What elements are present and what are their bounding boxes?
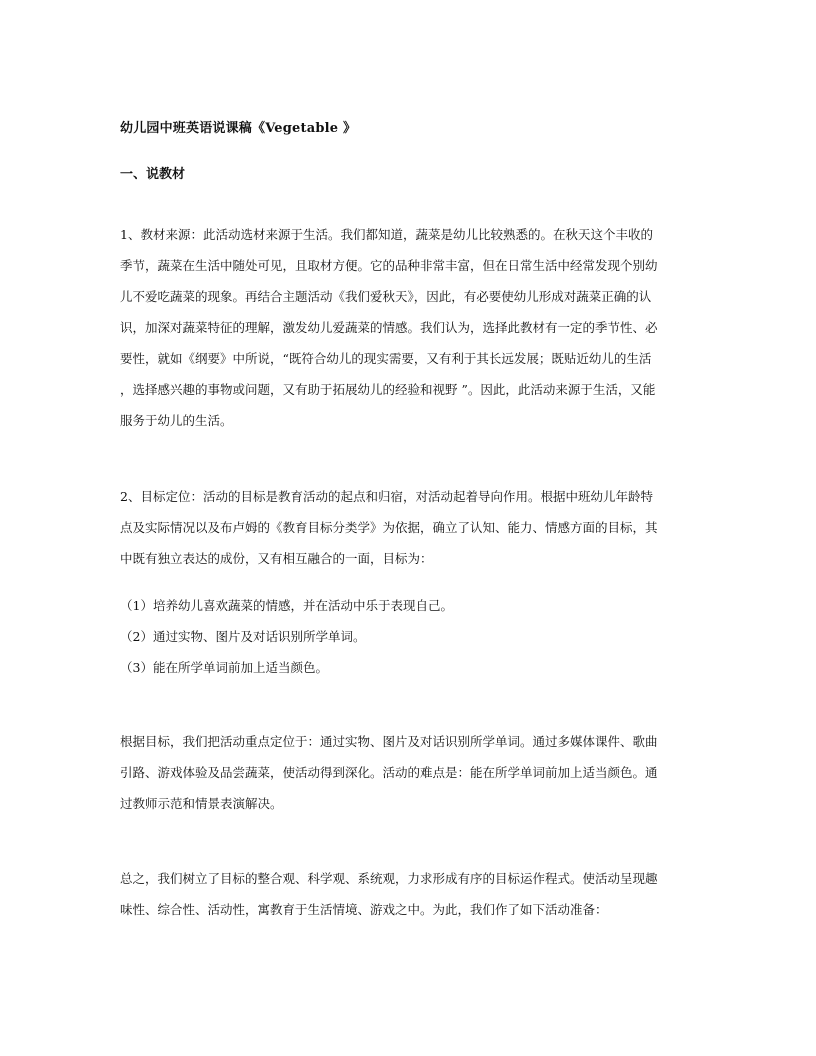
paragraph-line: 要性，就如《纲要》中所说，“既符合幼儿的现实需要，又有利于其长远发展；既贴近幼儿的生活 — [120, 351, 652, 366]
paragraph-line: 根据目标，我们把活动重点定位于：通过实物、图片及对话识别所学单词。通过多媒体课件、歌曲 — [120, 734, 658, 749]
paragraph-line: 引路、游戏体验及品尝蔬菜，使活动得到深化。活动的难点是：能在所学单词前加上适当颜色。通 — [120, 765, 658, 780]
paragraph-line: 中既有独立表达的成份，又有相互融合的一面，目标为： — [120, 551, 433, 566]
paragraph-goal-positioning — [120, 481, 686, 574]
goal-item: （3）能在所学单词前加上适当颜色。 — [120, 660, 328, 675]
paragraph-line: 点及实际情况以及布卢姆的《教育目标分类学》为依据，确立了认知、能力、情感方面的目标，其 — [120, 520, 658, 535]
paragraph-line: ，选择感兴趣的事物或问题，又有助于拓展幼儿的经验和视野 ”。因此，此活动来源于生活，又能 — [120, 382, 656, 397]
paragraph-line: 过教师示范和情景表演解决。 — [120, 796, 283, 811]
paragraph-line: 识，加深对蔬菜特征的理解，激发幼儿爱蔬菜的情感。我们认为，选择此教材有一定的季节性、必 — [120, 320, 658, 335]
paragraph-line: 2、目标定位：活动的目标是教育活动的起点和归宿，对活动起着导向作用。根据中班幼儿年龄特 — [120, 489, 653, 504]
paragraph-line: 1、教材来源：此活动选材来源于生活。我们都知道，蔬菜是幼儿比较熟悉的。在秋天这个丰收的 — [120, 227, 653, 242]
section-heading: 一、说教材 — [120, 167, 186, 182]
goal-list — [120, 590, 453, 683]
paragraph-line: 总之，我们树立了目标的整合观、科学观、系统观，力求形成有序的目标运作程式。使活动呈现趣 — [120, 871, 658, 886]
paragraph-line: 儿不爱吃蔬菜的现象。再结合主题活动《我们爱秋天》，因此，有必要使幼儿形成对蔬菜正确的认 — [120, 289, 652, 304]
paragraph-line: 服务于幼儿的生活。 — [120, 413, 233, 428]
paragraph-line: 季节，蔬菜在生活中随处可见，且取材方便。它的品种非常丰富，但在日常生活中经常发现个别幼 — [120, 258, 658, 273]
paragraph-line: 味性、综合性、活动性，寓教育于生活情境、游戏之中。为此，我们作了如下活动准备： — [120, 902, 608, 917]
document-title: 幼儿园中班英语说课稿《Vegetable 》 — [120, 121, 357, 136]
goal-item: （2）通过实物、图片及对话识别所学单词。 — [120, 629, 366, 644]
paragraph-summary — [120, 863, 686, 925]
paragraph-key-points — [120, 726, 686, 819]
goal-item: （1）培养幼儿喜欢蔬菜的情感，并在活动中乐于表现自己。 — [120, 598, 453, 613]
paragraph-teaching-material-source — [120, 219, 686, 436]
